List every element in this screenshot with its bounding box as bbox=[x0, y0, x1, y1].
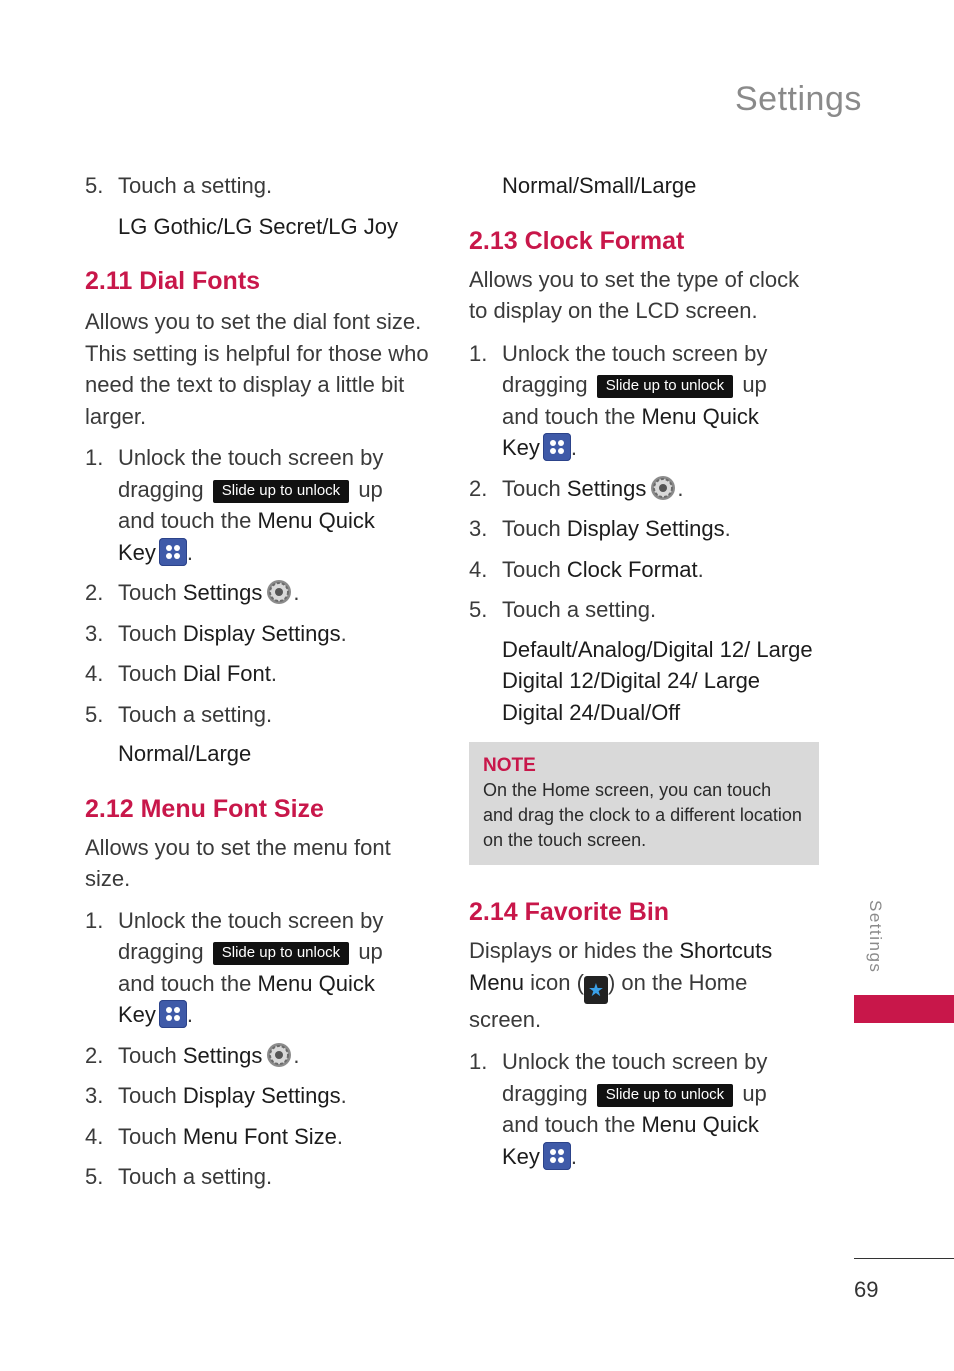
list-item: 2. Touch Settings . bbox=[85, 580, 300, 605]
right-column bbox=[469, 170, 819, 1172]
note-box bbox=[469, 742, 819, 865]
list-item: 4. Touch Clock Format. bbox=[469, 556, 704, 582]
section-intro: Allows you to set the dial font size. This setting is helpful for those who need the text to display a little bit larger. bbox=[85, 309, 429, 429]
slide-up-to-unlock-badge: Slide up to unlock bbox=[213, 480, 349, 503]
page-title: Settings bbox=[735, 80, 862, 118]
list-item: 5. Touch a setting. bbox=[469, 597, 657, 622]
steps-list bbox=[85, 442, 435, 730]
gear-icon bbox=[265, 578, 293, 606]
list-item: 2. Touch Settings . bbox=[469, 475, 684, 501]
slide-up-to-unlock-badge: Slide up to unlock bbox=[213, 942, 349, 965]
list-item: 5. Touch a setting. bbox=[85, 701, 273, 727]
note-text: On the Home screen, you can touch and drag the clock to a different location on the touch screen. bbox=[483, 780, 802, 850]
menu-font-options: Normal/Small/Large bbox=[502, 173, 697, 198]
section-intro: Allows you to set the type of clock to display on the LCD screen. bbox=[469, 266, 800, 323]
footer-rule bbox=[854, 1258, 954, 1259]
steps-list bbox=[85, 905, 435, 1193]
section-heading-favorite-bin: 2.14 Favorite Bin bbox=[469, 898, 670, 926]
clock-format-options: Default/Analog/Digital 12/ Large Digital 12/Digital 24/ Large Digital 24/Dual/Off bbox=[502, 636, 813, 725]
menu-quick-key-icon bbox=[543, 1142, 571, 1170]
side-tab-label: Settings bbox=[866, 900, 885, 974]
section-intro: Allows you to set the menu font size. bbox=[85, 834, 391, 891]
dial-font-options: Normal/Large bbox=[118, 741, 252, 766]
list-item: 1. Unlock the touch screen by dragging Slide up to unlock up and touch the Menu Quick Key . bbox=[85, 907, 384, 1027]
left-column bbox=[85, 170, 435, 1193]
list-item: 4. Touch Menu Font Size. bbox=[85, 1123, 344, 1149]
section-heading-dial-fonts: 2.11 Dial Fonts bbox=[85, 267, 261, 295]
menu-quick-key-icon bbox=[159, 538, 187, 566]
page-number: 69 bbox=[854, 1277, 879, 1302]
list-item: 1. Unlock the touch screen by dragging Slide up to unlock up and touch the Menu Quick Key . bbox=[469, 1049, 768, 1169]
list-item: 4. Touch Dial Font. bbox=[85, 661, 278, 686]
steps-list bbox=[469, 338, 819, 626]
list-item: 1. Unlock the touch screen by dragging Slide up to unlock up and touch the Menu Quick Key . bbox=[85, 445, 384, 565]
gear-icon bbox=[649, 474, 677, 502]
slide-up-to-unlock-badge: Slide up to unlock bbox=[597, 375, 733, 398]
section-heading-clock-format: 2.13 Clock Format bbox=[469, 226, 685, 255]
section-intro: Displays or hides the Shortcuts Menu icon ( ★ ) on the Home screen. bbox=[469, 938, 773, 1032]
star-icon: ★ bbox=[584, 976, 608, 1004]
list-item: 3. Touch Display Settings. bbox=[469, 516, 731, 541]
list-item: 1. Unlock the touch screen by dragging Slide up to unlock up and touch the Menu Quick Key . bbox=[469, 340, 768, 460]
note-title: NOTE bbox=[483, 755, 536, 776]
menu-quick-key-icon bbox=[543, 433, 571, 461]
list-item: 5. Touch a setting. bbox=[85, 173, 273, 198]
font-options: LG Gothic/LG Secret/LG Joy bbox=[118, 213, 399, 239]
list-item: 5. Touch a setting. bbox=[85, 1164, 273, 1189]
menu-quick-key-icon bbox=[159, 1000, 187, 1028]
gear-icon bbox=[265, 1041, 293, 1069]
slide-up-to-unlock-badge: Slide up to unlock bbox=[597, 1084, 733, 1107]
section-heading-menu-font-size: 2.12 Menu Font Size bbox=[85, 794, 324, 823]
steps-list bbox=[469, 1046, 819, 1172]
list-item: 3. Touch Display Settings. bbox=[85, 1083, 347, 1108]
list-item: 2. Touch Settings . bbox=[85, 1042, 300, 1068]
side-tab-bar bbox=[854, 995, 954, 1023]
list-item: 3. Touch Display Settings. bbox=[85, 620, 347, 646]
